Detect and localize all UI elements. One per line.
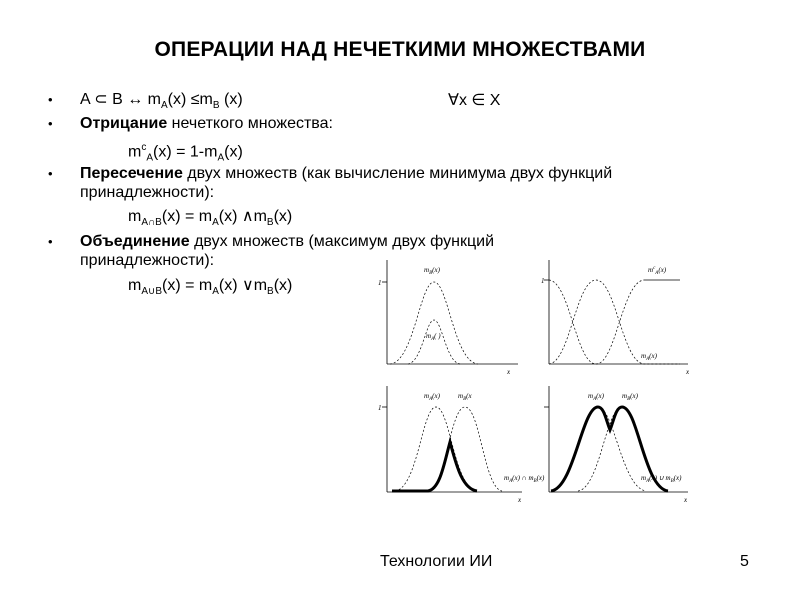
- mac-label: $m^c_A(x)$: [648, 266, 667, 276]
- footer-course: Технологии ИИ: [380, 553, 493, 570]
- mb-label: $m_B(x)$: [424, 266, 440, 276]
- x-axis-label: x: [684, 496, 688, 504]
- union-heading: Объединение двух множеств (максимум двух функций: [80, 233, 495, 250]
- ma-curve: [395, 407, 477, 491]
- ma-curve: [408, 320, 460, 364]
- mb-label: $m_B(x)$: [622, 392, 638, 402]
- mb-curve: [390, 282, 478, 364]
- negation-heading: Отрицание нечеткого множества:: [80, 115, 333, 132]
- x-axis-label: x: [686, 368, 690, 376]
- intersection-result-label: $m_A(x)$ ∩ $m_B(x)$: [504, 474, 545, 484]
- bullet: •: [48, 166, 53, 181]
- negation-formula: $m^c_A(x) = 1-m_A(x)$: [128, 142, 243, 164]
- ma-curve: [549, 280, 680, 364]
- intersection-heading: Пересечение двух множеств (как вычисление минимума двух функций: [80, 165, 613, 182]
- intersection-formula: $m_{A\cap B}(x) = m_A(x)$ $\wedge m_B(x)$: [128, 208, 293, 229]
- intersection-heading-line2: принадлежности):: [80, 184, 215, 201]
- forall-quantifier: ∀x ∈ X: [448, 92, 501, 109]
- ma-label: $m_A(x)$: [641, 352, 657, 362]
- y-one-label: 1: [541, 277, 545, 285]
- x-axis-label: x: [507, 368, 511, 376]
- bullet: •: [48, 116, 53, 131]
- ma-label: $m_A(x)$: [588, 392, 604, 402]
- complement-plot: [538, 258, 698, 378]
- subset-plot: [370, 258, 530, 378]
- intersection-plot: [370, 384, 550, 509]
- ma-label: $m_A(x)$: [424, 392, 440, 402]
- x-axis-label: x: [518, 496, 522, 504]
- bullet: •: [48, 92, 53, 107]
- bullet: •: [48, 234, 53, 249]
- union-result-label: $m_A(x)$ ∪ $m_B(x)$: [641, 474, 682, 484]
- mb-label: $m_B(x$: [458, 392, 472, 402]
- union-plot: [538, 384, 698, 509]
- y-one-label: 1: [378, 279, 382, 287]
- y-one-label: 1: [378, 404, 382, 412]
- union-formula: $m_{A\cup B}(x) = m_A(x)$ $\vee m_B(x)$: [128, 277, 293, 298]
- page-number: 5: [740, 553, 749, 570]
- mac-curve: [549, 280, 644, 364]
- inclusion-definition: A ⊂ B ↔ $m_A(x) \le m_B$ (x): [80, 91, 243, 112]
- slide-title: ОПЕРАЦИИ НАД НЕЧЕТКИМИ МНОЖЕСТВАМИ: [154, 38, 646, 61]
- union-heading-line2: принадлежности):: [80, 252, 215, 269]
- ma-label: $m_A$( ): [426, 332, 441, 342]
